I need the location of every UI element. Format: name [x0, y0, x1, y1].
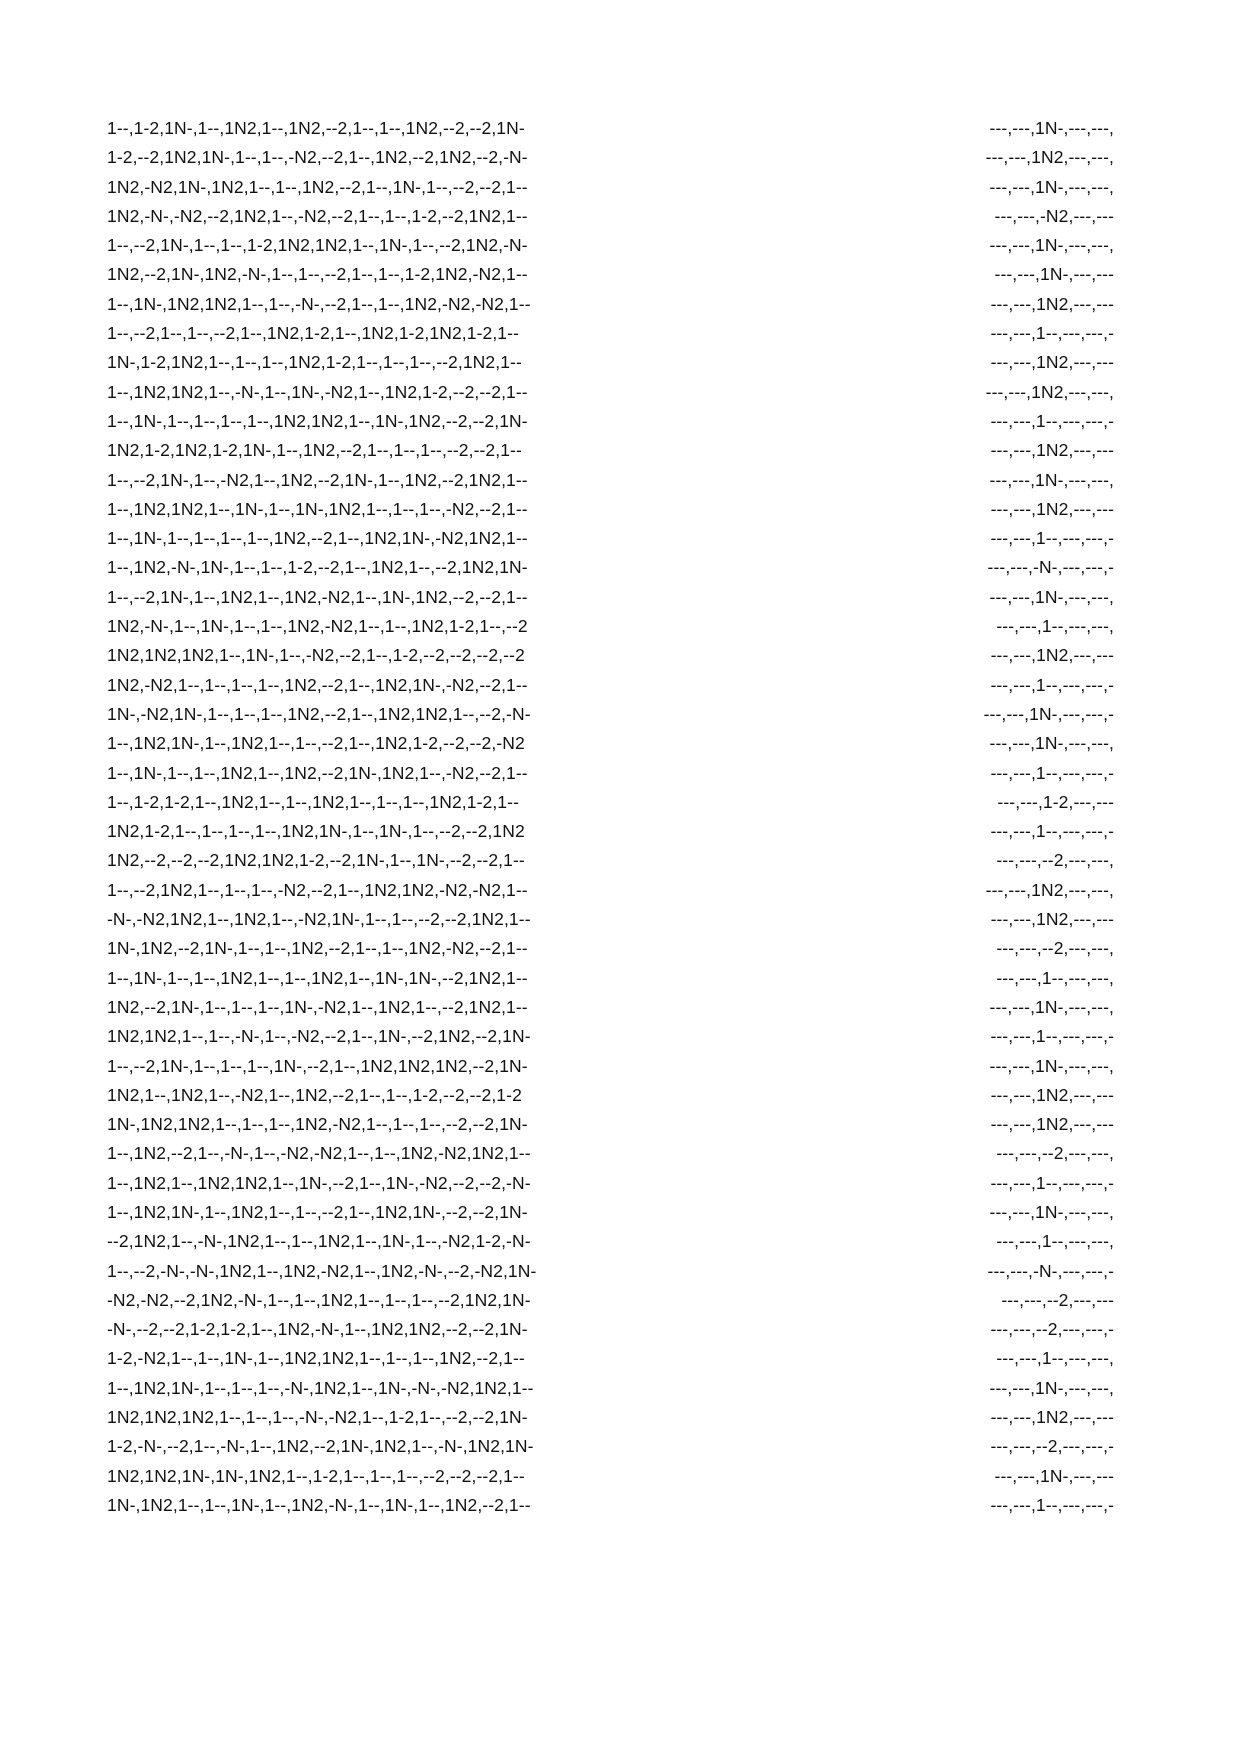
left-text-line: 1--,1N-,1--,1--,1N2,1--,1--,1N2,1--,1N-,1N-,--2,1N2,1-- — [107, 967, 528, 988]
right-text-line: ---,---,1N2,---,--- — [990, 1114, 1114, 1135]
left-text-line: 1N2,1--,1N2,1--,-N2,1--,1N2,--2,1--,1--,1-2,--2,--2,1-2 — [107, 1084, 522, 1105]
right-text-line: ---,---,1N-,---,---, — [989, 1201, 1114, 1222]
right-text-line: ---,---,-N-,---,---,- — [987, 557, 1114, 578]
right-text-line: ---,---,1N-,---,---, — [989, 235, 1114, 256]
right-text-line: ---,---,1N-,---,---, — [989, 733, 1114, 754]
right-text-line: ---,---,1N2,---,--- — [990, 293, 1114, 314]
right-text-line: ---,---,1--,---,---,- — [990, 1494, 1114, 1515]
left-text-line: -N-,-N2,1N2,1--,1N2,1--,-N2,1N-,1--,1--,--2,--2,1N2,1-- — [107, 909, 531, 930]
right-text-line: ---,---,1--,---,---,- — [990, 410, 1114, 431]
left-text-line: 1N2,-N2,1--,1--,1--,1--,1N2,--2,1--,1N2,1N-,-N2,--2,1-- — [107, 674, 528, 695]
left-text-line: 1N2,-N-,-N2,--2,1N2,1--,-N2,--2,1--,1--,1-2,--2,1N2,1-- — [107, 205, 528, 226]
right-text-line: ---,---,1-2,---,--- — [997, 791, 1114, 812]
left-text-column — [107, 114, 667, 1520]
left-text-line: 1N-,1N2,1N2,1--,1--,1--,1N2,-N2,1--,1--,1--,--2,--2,1N- — [107, 1114, 528, 1135]
right-text-line: ---,---,1--,---,---, — [996, 1231, 1114, 1252]
right-text-line: ---,---,1N-,---,--- — [994, 264, 1114, 285]
right-text-line: ---,---,--2,---,---,- — [990, 1319, 1114, 1340]
right-text-line: ---,---,--2,---,---, — [996, 938, 1114, 959]
left-text-line: 1--,--2,1N2,1--,1--,1--,-N2,--2,1--,1N2,1N2,-N2,-N2,1-- — [107, 879, 528, 900]
left-text-line: 1-2,-N-,--2,1--,-N-,1--,1N2,--2,1N-,1N2,1--,-N-,1N2,1N- — [107, 1436, 534, 1457]
right-text-line: ---,---,1N2,---,---, — [985, 879, 1114, 900]
left-text-line: 1--,1-2,1N-,1--,1N2,1--,1N2,--2,1--,1--,1N2,--2,--2,1N- — [107, 118, 525, 138]
right-text-line: ---,---,--2,---,---, — [996, 1143, 1114, 1164]
left-text-line: 1N2,1-2,1N2,1-2,1N-,1--,1N2,--2,1--,1--,1--,--2,--2,1-- — [107, 440, 522, 461]
left-text-line: 1--,1N-,1--,1--,1--,1--,1N2,1N2,1--,1N-,1N2,--2,--2,1N- — [107, 410, 528, 431]
right-text-line: ---,---,1N-,---,---, — [989, 469, 1114, 490]
right-text-line: ---,---,1N-,---,---, — [989, 1055, 1114, 1076]
left-text-line: 1--,1N2,1N-,1--,1N2,1--,1--,--2,1--,1N2,1-2,--2,--2,-N2 — [107, 733, 525, 754]
right-text-line: ---,---,1N-,---,---,- — [983, 703, 1114, 724]
left-text-line: 1--,1N2,--2,1--,-N-,1--,-N2,-N2,1--,1--,1N2,-N2,1N2,1-- — [107, 1143, 531, 1164]
left-text-line: 1--,--2,-N-,-N-,1N2,1--,1N2,-N2,1--,1N2,-N-,--2,-N2,1N- — [107, 1260, 537, 1281]
right-text-line: ---,---,1N2,---,--- — [990, 909, 1114, 930]
right-text-line: ---,---,1--,---,---,- — [990, 821, 1114, 842]
right-text-line: ---,---,1N2,---,--- — [990, 352, 1114, 373]
right-text-line: ---,---,1N-,---,---, — [989, 176, 1114, 197]
left-text-line: 1--,--2,1N-,1--,1N2,1--,1N2,-N2,1--,1N-,1N2,--2,--2,1-- — [107, 586, 528, 607]
right-text-line: ---,---,1N2,---,--- — [990, 1084, 1114, 1105]
right-text-line: ---,---,1N2,---,--- — [990, 1407, 1114, 1428]
left-text-line: 1--,--2,1N-,1--,-N2,1--,1N2,--2,1N-,1--,1N2,--2,1N2,1-- — [107, 469, 528, 490]
right-text-line: ---,---,-N2,---,--- — [994, 205, 1114, 226]
left-text-line: -N-,--2,--2,1-2,1-2,1--,1N2,-N-,1--,1N2,1N2,--2,--2,1N- — [107, 1319, 528, 1340]
left-text-line: 1N2,--2,1N-,1--,1--,1--,1N-,-N2,1--,1N2,1--,--2,1N2,1-- — [107, 996, 528, 1017]
left-text-line: 1N2,--2,1N-,1N2,-N-,1--,1--,--2,1--,1--,1-2,1N2,-N2,1-- — [107, 264, 528, 285]
left-text-line: 1--,--2,1--,1--,--2,1--,1N2,1-2,1--,1N2,1-2,1N2,1-2,1-- — [107, 323, 519, 344]
left-text-line: 1N2,-N-,1--,1N-,1--,1--,1N2,-N2,1--,1--,1N2,1-2,1--,--2 — [107, 616, 528, 637]
right-text-line: ---,---,1--,---,---, — [996, 616, 1114, 637]
right-text-line: ---,---,1--,---,---,- — [990, 323, 1114, 344]
right-text-line: ---,---,1N2,---,---, — [985, 147, 1114, 168]
right-text-line: ---,---,--2,---,--- — [1001, 1289, 1114, 1310]
left-text-line: 1--,1-2,1-2,1--,1N2,1--,1--,1N2,1--,1--,1--,1N2,1-2,1-- — [107, 791, 519, 812]
right-text-line: ---,---,1N2,---,--- — [990, 645, 1114, 666]
left-text-line: 1--,--2,1N-,1--,1--,1--,1N-,--2,1--,1N2,1N2,1N2,--2,1N- — [107, 1055, 528, 1076]
left-text-line: 1--,1N-,1N2,1N2,1--,1--,-N-,--2,1--,1--,1N2,-N2,-N2,1-- — [107, 293, 531, 314]
right-text-line: ---,---,1--,---,---,- — [990, 528, 1114, 549]
right-text-line: ---,---,1N2,---,---, — [985, 381, 1114, 402]
left-text-line: 1--,1N-,1--,1--,1N2,1--,1N2,--2,1N-,1N2,1--,-N2,--2,1-- — [107, 762, 528, 783]
left-text-line: 1--,1N2,1N2,1--,-N-,1--,1N-,-N2,1--,1N2,1-2,--2,--2,1-- — [107, 381, 528, 402]
left-text-line: 1N-,-N2,1N-,1--,1--,1--,1N2,--2,1--,1N2,1N2,1--,--2,-N- — [107, 703, 531, 724]
left-text-line: 1N2,1N2,1--,1--,-N-,1--,-N2,--2,1--,1N-,--2,1N2,--2,1N- — [107, 1026, 531, 1047]
left-text-line: 1N2,1N2,1N2,1--,1--,1--,-N-,-N2,1--,1-2,1--,--2,--2,1N- — [107, 1407, 528, 1428]
left-text-line: 1N-,1N2,1--,1--,1N-,1--,1N2,-N-,1--,1N-,1--,1N2,--2,1-- — [107, 1494, 531, 1515]
left-text-line: 1--,--2,1N-,1--,1--,1-2,1N2,1N2,1--,1N-,1--,--2,1N2,-N- — [107, 235, 528, 256]
left-text-line: 1N2,1N2,1N2,1--,1N-,1--,-N2,--2,1--,1-2,--2,--2,--2,--2 — [107, 645, 525, 666]
right-text-line: ---,---,-N-,---,---,- — [987, 1260, 1114, 1281]
right-text-column — [960, 114, 1120, 1520]
left-text-line: 1--,1N2,1--,1N2,1N2,1--,1N-,--2,1--,1N-,-N2,--2,--2,-N- — [107, 1172, 531, 1193]
right-text-line: ---,---,1--,---,---,- — [990, 1172, 1114, 1193]
right-text-line: ---,---,1N-,---,---, — [989, 118, 1114, 138]
left-text-line: 1--,1N2,1N-,1--,1--,1--,-N-,1N2,1--,1N-,-N-,-N2,1N2,1-- — [107, 1377, 534, 1398]
left-text-line: 1N2,1N2,1N-,1N-,1N2,1--,1-2,1--,1--,1--,--2,--2,--2,1-- — [107, 1465, 525, 1486]
left-text-line: 1--,1N-,1--,1--,1--,1--,1N2,--2,1--,1N2,1N-,-N2,1N2,1-- — [107, 528, 528, 549]
right-text-line: ---,---,1N2,---,--- — [990, 440, 1114, 461]
right-text-line: ---,---,1N-,---,---, — [989, 586, 1114, 607]
left-text-line: 1N-,1-2,1N2,1--,1--,1--,1N2,1-2,1--,1--,1--,--2,1N2,1-- — [107, 352, 522, 373]
right-text-line: ---,---,1--,---,---, — [996, 967, 1114, 988]
left-text-line: 1-2,--2,1N2,1N-,1--,1--,-N2,--2,1--,1N2,--2,1N2,--2,-N- — [107, 147, 528, 168]
left-text-line: 1N2,1-2,1--,1--,1--,1--,1N2,1N-,1--,1N-,1--,--2,--2,1N2 — [107, 821, 525, 842]
left-text-line: 1--,1N2,1N-,1--,1N2,1--,1--,--2,1--,1N2,1N-,--2,--2,1N- — [107, 1201, 528, 1222]
right-text-line: ---,---,1--,---,---,- — [990, 762, 1114, 783]
left-text-line: 1--,1N2,1N2,1--,1N-,1--,1N-,1N2,1--,1--,1--,-N2,--2,1-- — [107, 498, 528, 519]
right-text-line: ---,---,1--,---,---,- — [990, 674, 1114, 695]
left-text-line: 1--,1N2,-N-,1N-,1--,1--,1-2,--2,1--,1N2,1--,--2,1N2,1N- — [107, 557, 528, 578]
right-text-line: ---,---,--2,---,---, — [996, 850, 1114, 871]
right-text-line: ---,---,1--,---,---, — [996, 1348, 1114, 1369]
left-text-line: --2,1N2,1--,-N-,1N2,1--,1--,1N2,1--,1N-,1--,-N2,1-2,-N- — [107, 1231, 531, 1252]
right-text-line: ---,---,1--,---,---,- — [990, 1026, 1114, 1047]
right-text-line: ---,---,1N-,---,---, — [989, 996, 1114, 1017]
right-text-line: ---,---,--2,---,---,- — [990, 1436, 1114, 1457]
right-text-line: ---,---,1N-,---,---, — [989, 1377, 1114, 1398]
left-text-line: 1N2,--2,--2,--2,1N2,1N2,1-2,--2,1N-,1--,1N-,--2,--2,1-- — [107, 850, 525, 871]
left-text-line: 1-2,-N2,1--,1--,1N-,1--,1N2,1N2,1--,1--,1--,1N2,--2,1-- — [107, 1348, 525, 1369]
left-text-line: 1N-,1N2,--2,1N-,1--,1--,1N2,--2,1--,1--,1N2,-N2,--2,1-- — [107, 938, 528, 959]
right-text-line: ---,---,1N-,---,--- — [994, 1465, 1114, 1486]
right-text-line: ---,---,1N2,---,--- — [990, 498, 1114, 519]
left-text-line: 1N2,-N2,1N-,1N2,1--,1--,1N2,--2,1--,1N-,1--,--2,--2,1-- — [107, 176, 528, 197]
left-text-line: -N2,-N2,--2,1N2,-N-,1--,1--,1N2,1--,1--,1--,--2,1N2,1N- — [107, 1289, 531, 1310]
